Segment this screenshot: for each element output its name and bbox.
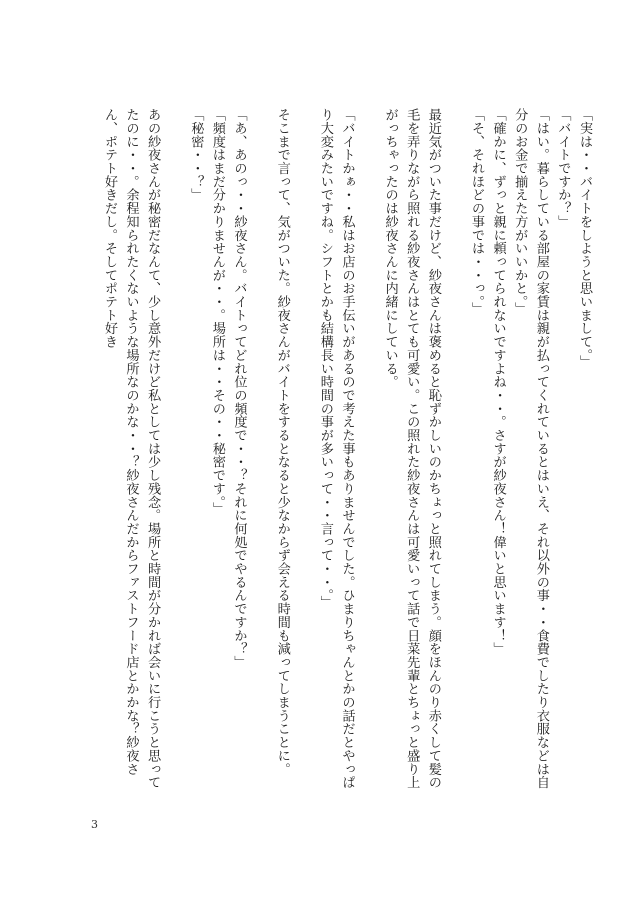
text-paragraph: 「そ、それほどの事では・・っ。」 — [469, 108, 485, 315]
paragraph-gap — [250, 108, 272, 798]
page-number: 3 — [91, 818, 98, 831]
text-paragraph: 「バイトですか？」 — [555, 108, 571, 229]
paragraph-gap — [444, 108, 466, 798]
paragraph-gap — [163, 108, 185, 798]
text-paragraph: 「あ、あのっ・・紗夜さん。バイトってどれ位の頻度で・・？それに何処でやるんですか？」 — [231, 108, 247, 669]
text-paragraph: 「確かに、ずっと親に頼ってられないですよね・・。さすが紗夜さん！偉いと思います！」 — [490, 108, 506, 656]
text-paragraph: 「実は・・バイトをしようと思いまして。」 — [577, 108, 592, 369]
text-paragraph: 「はい。暮らしている部屋の家賃は親が払ってくれているとはいえ、それ以外の事・・食費でしたり衣服などは自分のお金で揃えた方がいいかと。」 — [512, 108, 549, 789]
text-paragraph: 「バイトかぁ・・私はお店のお手伝いがあるので考えた事もありませんでした。ひまりちゃんとかの話だとやっぱり大変みたいですね。シフトとかも結構長い時間の事が多いって・・言って・・。」 — [317, 108, 355, 789]
vertical-text-body — [35, 108, 595, 798]
text-paragraph: あの紗夜さんが秘密だなんて、少し意外だけど私としては少し残念。場所と時間が分かれば会いに行こうと思ってたのに・・。余程知られたくないような場所なのかな・・？紗夜さんだからファストフード店とかかな？紗夜さん、ポテト好きだし。そしてポテト好き — [101, 108, 161, 789]
text-paragraph: 「秘密・・？」 — [188, 108, 204, 202]
text-paragraph: そこまで言って、気がついた。紗夜さんがバイトをするとなると少なからず会える時間も減ってしまうことに。 — [274, 108, 290, 776]
text-paragraph: 「頻度はまだ分かりませんが・・。場所は・・その・・秘密です。」 — [209, 108, 225, 516]
text-paragraph: 最近気がついた事だけど、紗夜さんは褒めると恥ずかしいのかちょっと照れてしまう。顔をほんのり赤くして髪の毛を弄りながら照れる紗夜さんはとても可愛い。この照れた紗夜さんは可愛いって話で日菜先輩とちょっと盛り上がっちゃったのは紗夜さんに内緒にしている。 — [382, 108, 441, 789]
paragraph-gap — [357, 108, 379, 798]
paragraph-gap — [293, 108, 315, 798]
